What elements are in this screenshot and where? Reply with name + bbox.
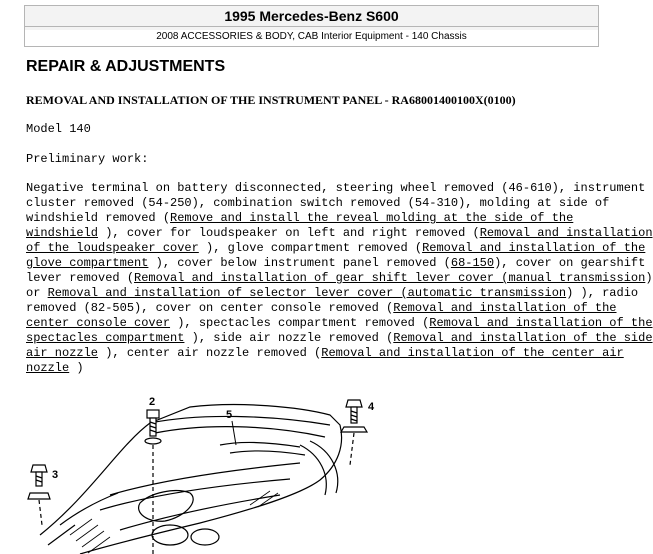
text-run: removed (82-505), cover on center console removed ( [26, 301, 394, 315]
reveal-molding-link[interactable]: windshield [26, 226, 99, 240]
document-header [24, 5, 599, 47]
dashboard-panel-line [220, 442, 300, 447]
gauge-ring [191, 529, 219, 545]
leader-line [232, 421, 236, 445]
text-line [26, 301, 617, 316]
text-line [26, 316, 653, 331]
center-console-cover-link[interactable]: Removal and installation of the [393, 301, 617, 315]
text-run: Negative terminal on battery disconnected, steering wheel removed (46-610), instrument [26, 181, 646, 195]
dashboard-cowl [155, 427, 325, 437]
text-run: ), cover for loudspeaker on left and right removed ( [98, 226, 480, 240]
hatch-line [82, 531, 104, 547]
dashboard-panel-line [230, 451, 305, 455]
instrument-panel-diagram [0, 385, 604, 554]
text-run: ), cover below instrument panel removed ( [148, 256, 451, 270]
loudspeaker-cover-link[interactable]: of the loudspeaker cover [26, 241, 199, 255]
section-title: REPAIR & ADJUSTMENTS [26, 58, 226, 75]
center-air-nozzle-link[interactable]: nozzle [26, 361, 70, 375]
dashboard-cowl [150, 416, 330, 425]
text-line [26, 181, 646, 196]
text-run: ) [69, 361, 84, 375]
glove-compartment-link[interactable]: Removal and installation of the [422, 241, 646, 255]
text-run: ), side air nozzle removed ( [184, 331, 394, 345]
text-run: ) [645, 271, 653, 285]
gear-shift-cover-link[interactable]: Removal and installation of gear shift lever cover (manual transmission [134, 271, 646, 285]
text-line [26, 196, 610, 211]
reveal-molding-link[interactable]: Remove and install the reveal molding at the side of the [170, 211, 574, 225]
callout-4: 4 [368, 401, 375, 413]
text-line [26, 331, 653, 346]
text-run: ), cover on gearshift [494, 256, 646, 270]
gauge-ring [152, 525, 188, 545]
text-run: ), spectacles compartment removed ( [170, 316, 430, 330]
text-line [26, 241, 646, 256]
callout-5: 5 [226, 409, 233, 421]
dashboard-end-panel [310, 441, 338, 493]
dashboard-end-panel [300, 445, 326, 495]
spectacles-compartment-link[interactable]: Removal and installation of the [429, 316, 653, 330]
bolt-4-icon [341, 400, 367, 465]
hatch-line [88, 537, 110, 553]
dashboard-panel-line [110, 463, 300, 495]
hatch-line [76, 525, 98, 541]
text-run: lever removed ( [26, 271, 135, 285]
hatch-line [250, 491, 270, 505]
text-line [26, 226, 653, 241]
text-run: ), glove compartment removed ( [198, 241, 423, 255]
callout-2: 2 [149, 396, 156, 408]
vehicle-title: 1995 Mercedes-Benz S600 [224, 8, 399, 24]
preliminary-heading: Preliminary work: [26, 152, 149, 166]
center-air-nozzle-link[interactable]: Removal and installation of the center air [321, 346, 624, 360]
dashboard-outline [40, 405, 342, 554]
text-line [26, 211, 598, 226]
procedure-title: REMOVAL AND INSTALLATION OF THE INSTRUMENT PANEL - RA68001400100X(0100) [26, 93, 516, 107]
side-air-nozzle-link[interactable]: Removal and installation of the side [393, 331, 653, 345]
text-line [26, 346, 624, 361]
dashboard-end-panel [48, 525, 75, 545]
document-subtitle: 2008 ACCESSORIES & BODY, CAB Interior Equipment - 140 Chassis [25, 30, 598, 46]
center-console-cover-link[interactable]: center console cover [26, 316, 171, 330]
preliminary-work-text [26, 181, 653, 376]
text-line [26, 271, 653, 286]
text-line [26, 256, 646, 271]
spectacles-compartment-link[interactable]: spectacles compartment [26, 331, 185, 345]
side-air-nozzle-link[interactable]: air nozzle [26, 346, 99, 360]
text-run: or [26, 286, 48, 300]
loudspeaker-cover-link[interactable]: Removal and installation [479, 226, 653, 240]
bolt-2-icon [145, 410, 161, 554]
model-line: Model 140 [26, 122, 91, 136]
glove-compartment-link[interactable]: glove compartment [26, 256, 149, 270]
selector-lever-cover-link[interactable]: Removal and installation of selector lever cover (automatic transmission [47, 286, 567, 300]
text-run: cluster removed (54-250), combination switch removed (54-310), molding at side of [26, 196, 610, 210]
text-run: ) ), radio [566, 286, 639, 300]
text-line [26, 286, 639, 301]
text-run: ), center air nozzle removed ( [98, 346, 322, 360]
header-divider [25, 26, 598, 27]
text-run: windshield removed ( [26, 211, 171, 225]
hatch-line [258, 493, 278, 507]
bolt-3-icon [28, 465, 50, 525]
text-line [26, 361, 598, 376]
cover-68-150-link[interactable]: 68-150 [450, 256, 495, 270]
callout-3: 3 [52, 469, 59, 481]
